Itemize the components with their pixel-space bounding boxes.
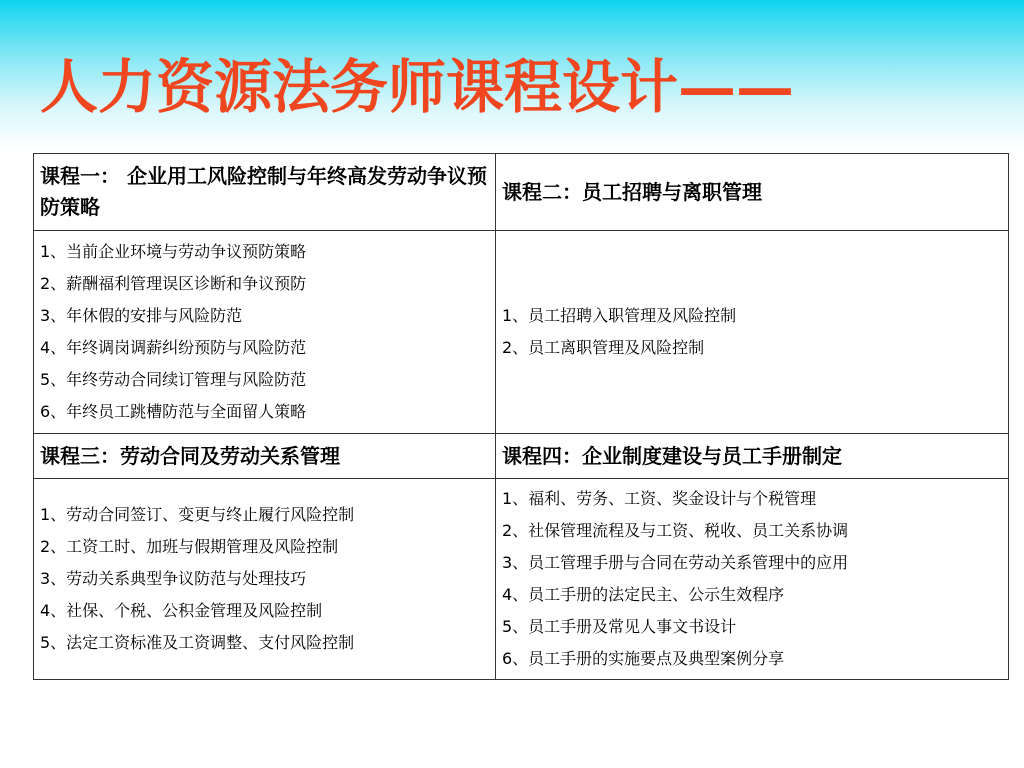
list-item: 2、工资工时、加班与假期管理及风险控制 bbox=[40, 537, 339, 556]
course-4-topics bbox=[496, 479, 1009, 680]
list-item: 1、员工招聘入职管理及风险控制 bbox=[502, 306, 737, 325]
table-row bbox=[34, 231, 1009, 434]
list-item: 1、劳动合同签订、变更与终止履行风险控制 bbox=[40, 505, 355, 524]
course-2-heading: 课程二：员工招聘与离职管理 bbox=[496, 154, 1009, 231]
list-item: 5、员工手册及常见人事文书设计 bbox=[502, 617, 737, 636]
list-item: 5、年终劳动合同续订管理与风险防范 bbox=[40, 370, 307, 389]
table-row bbox=[34, 154, 1009, 231]
course-3-heading: 课程三：劳动合同及劳动关系管理 bbox=[34, 434, 496, 479]
course-1-heading: 课程一： 企业用工风险控制与年终高发劳动争议预防策略 bbox=[34, 154, 496, 231]
list-item: 4、社保、个税、公积金管理及风险控制 bbox=[40, 601, 323, 620]
table-row bbox=[34, 434, 1009, 479]
list-item: 6、员工手册的实施要点及典型案例分享 bbox=[502, 649, 785, 668]
course-table bbox=[33, 153, 1009, 680]
list-item: 2、员工离职管理及风险控制 bbox=[502, 338, 705, 357]
list-item: 6、年终员工跳槽防范与全面留人策略 bbox=[40, 402, 307, 421]
course-1-topics bbox=[34, 231, 496, 434]
list-item: 2、薪酬福利管理误区诊断和争议预防 bbox=[40, 274, 307, 293]
course-3-topics bbox=[34, 479, 496, 680]
course-2-topics bbox=[496, 231, 1009, 434]
list-item: 1、福利、劳务、工资、奖金设计与个税管理 bbox=[502, 489, 817, 508]
course-4-heading: 课程四：企业制度建设与员工手册制定 bbox=[496, 434, 1009, 479]
list-item: 2、社保管理流程及与工资、税收、员工关系协调 bbox=[502, 521, 849, 540]
list-item: 3、劳动关系典型争议防范与处理技巧 bbox=[40, 569, 307, 588]
list-item: 1、当前企业环境与劳动争议预防策略 bbox=[40, 242, 307, 261]
list-item: 3、员工管理手册与合同在劳动关系管理中的应用 bbox=[502, 553, 849, 572]
list-item: 4、年终调岗调薪纠纷预防与风险防范 bbox=[40, 338, 307, 357]
page-title: 人力资源法务师课程设计—— bbox=[40, 53, 795, 121]
list-item: 5、法定工资标准及工资调整、支付风险控制 bbox=[40, 633, 355, 652]
table-row bbox=[34, 479, 1009, 680]
list-item: 3、年休假的安排与风险防范 bbox=[40, 306, 243, 325]
list-item: 4、员工手册的法定民主、公示生效程序 bbox=[502, 585, 785, 604]
